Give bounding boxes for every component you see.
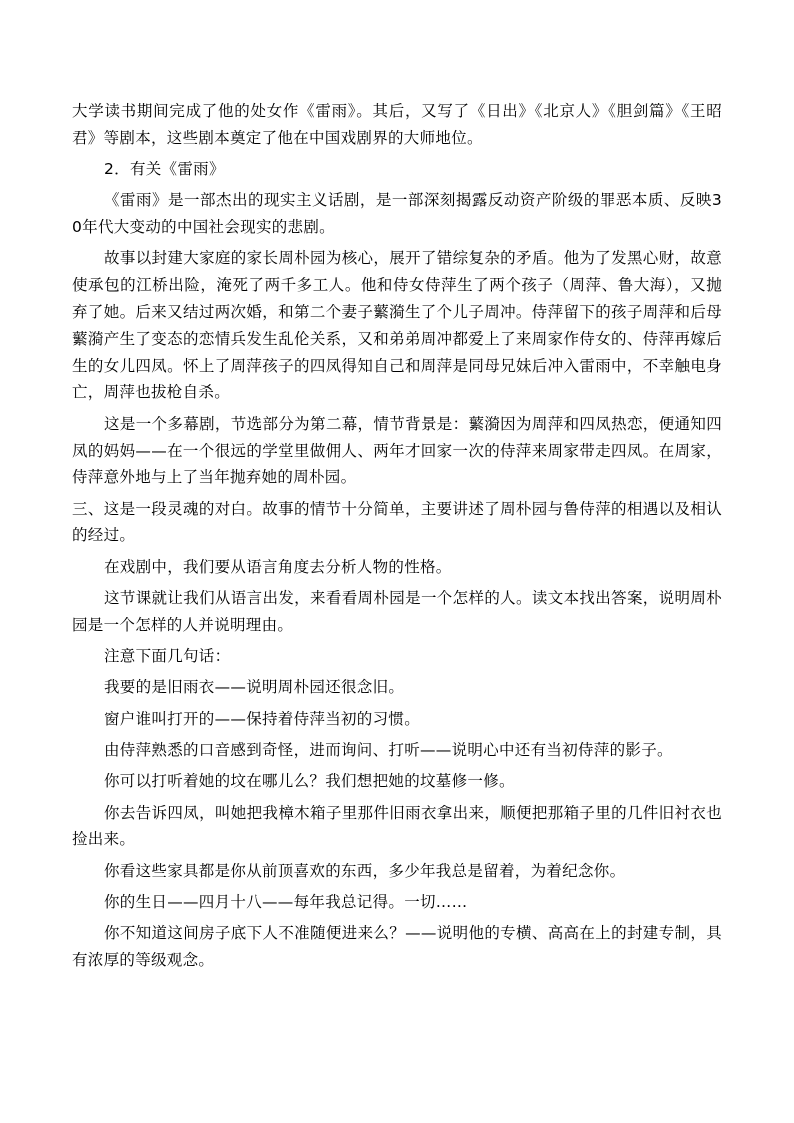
paragraph-excerpt-background: 这是一个多幕剧，节选部分为第二幕，情节背景是：蘩漪因为周萍和四凤热恋，便通知四凤的妈妈——在一个很远的学堂里做佣人、两年才回家一次的侍萍来周家带走四凤。在周家，侍萍意外地与上了当年抛弃她的周朴园。 [72,414,722,487]
quote-camphor-chest: 你去告诉四凤，叫她把我樟木箱子里那件旧雨衣拿出来，顺便把那箱子里的几件旧衬衣也捡出来。 [72,803,722,849]
quote-birthday: 你的生日——四月十八——每年我总记得。一切…… [104,893,468,912]
paragraph-lesson-task: 这节课就让我们从语言出发，来看看周朴园是一个怎样的人。读文本找出答案，说明周朴园是一个怎样的人并说明理由。 [72,589,722,634]
quote-furniture: 你看这些家具都是你从前顶喜欢的东西，多少年我总是留着，为着纪念你。 [104,861,626,880]
paragraph-note-sentences: 注意下面几句话： [104,647,231,666]
heading-section-three: 三、这是一段灵魂的对白。故事的情节十分简单，主要讲述了周朴园与鲁侍萍的相遇以及相认的经过。 [72,499,722,545]
paragraph-author-works: 大学读书期间完成了他的处女作《雷雨》。其后，又写了《日出》《北京人》《胆剑篇》《王昭君》等剧本，这些剧本奠定了他在中国戏剧界的大师地位。 [72,102,722,147]
quote-servants-not-allowed: 你不知道这间房子底下人不准随便进来么？——说明他的专横、高高在上的封建专制，具有浓厚的等级观念。 [72,924,722,970]
quote-window-open: 窗户谁叫打开的——保持着侍萍当初的习惯。 [104,709,421,728]
paragraph-story-summary: 故事以封建大家庭的家长周朴园为核心，展开了错综复杂的矛盾。他为了发黑心财，故意使承包的江桥出险，淹死了两千多工人。他和侍女侍萍生了两个孩子（周萍、鲁大海），又抛弃了她。后来又结过两次婚，和第二个妻子蘩漪生了个儿子周冲。侍萍留下的孩子周萍和后母蘩漪产生了变态的恋情兵发生乱伦关系，又和弟弟周冲都爱上了来周家作侍女的、侍萍再嫁后生的女儿四凤。怀上了周萍孩子的四凤得知自己和周萍是同母兄妹后冲入雷雨中，不幸触电身亡，周萍也拔枪自杀。 [72,249,722,402]
paragraph-thunderstorm-intro: 《雷雨》是一部杰出的现实主义话剧，是一部深刻揭露反动资产阶级的罪恶本质、反映30年代大变动的中国社会现实的悲剧。 [72,191,722,237]
quote-grave: 你可以打听着她的坟在哪儿么？我们想把她的坟墓修一修。 [104,772,515,791]
document-page [72,98,722,978]
quote-old-raincoat: 我要的是旧雨衣——说明周朴园还很念旧。 [104,678,405,697]
paragraph-language-analysis: 在戏剧中，我们要从语言角度去分析人物的性格。 [104,557,452,576]
quote-familiar-accent: 由侍萍熟悉的口音感到奇怪，进而询问、打听——说明心中还有当初侍萍的影子。 [104,741,673,760]
heading-about-thunderstorm: 2．有关《雷雨》 [104,160,225,179]
